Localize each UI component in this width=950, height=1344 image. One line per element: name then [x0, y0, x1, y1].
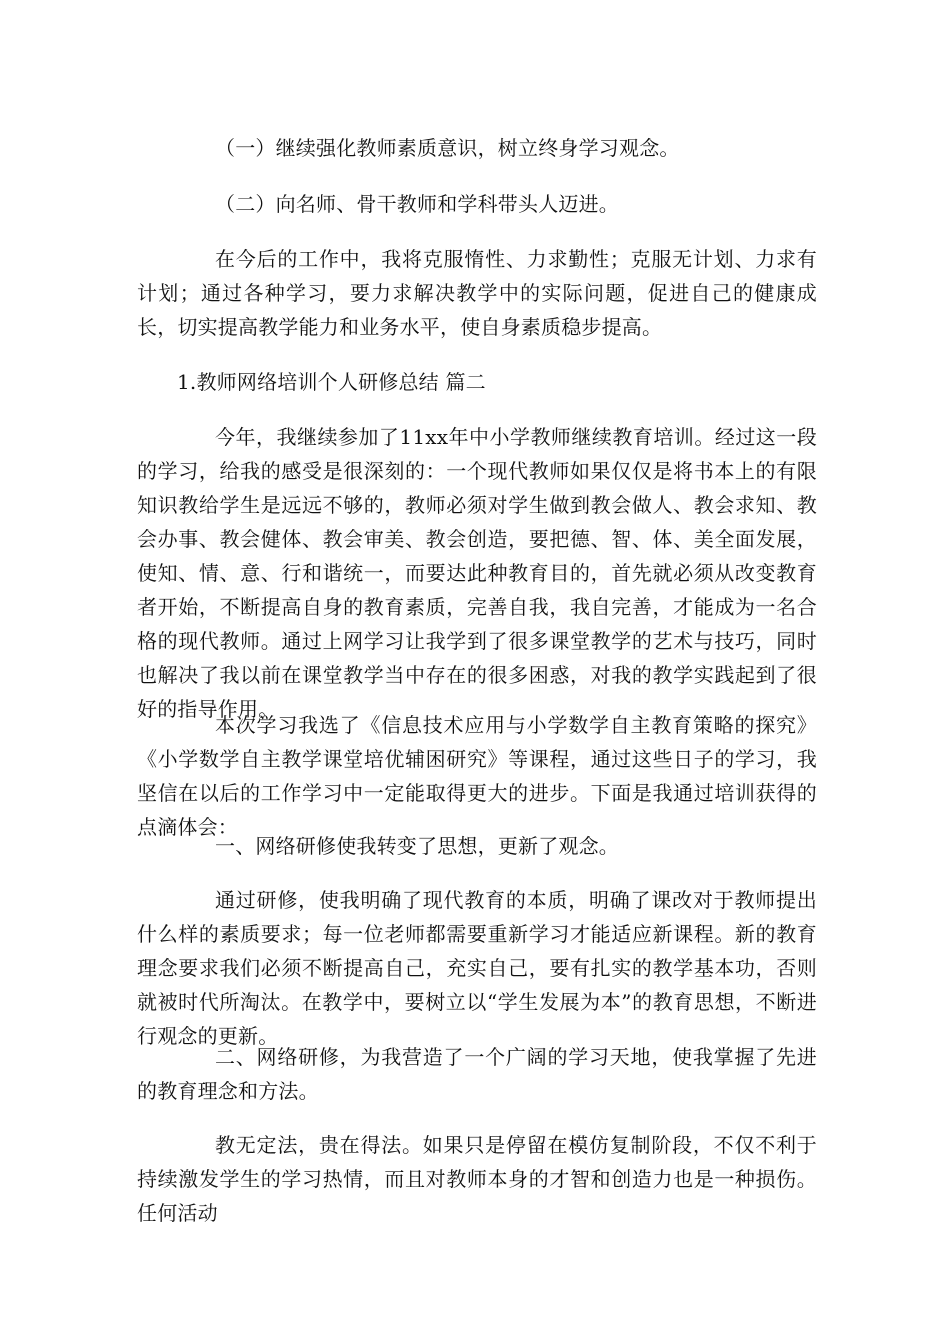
subheading-two: 二、网络研修，为我营造了一个广阔的学习天地，使我掌握了先进的教育理念和方法。	[137, 1045, 817, 1103]
paragraph-item-1: （一）继续强化教师素质意识，树立终身学习观念。	[215, 136, 680, 160]
paragraph-courses: 本次学习我选了《信息技术应用与小学数学自主教育策略的探究》《小学数学自主教学课堂培优辅困研究》等课程，通过这些日子的学习，我坚信在以后的工作学习中一定能取得更大的进步。下面是我通过培训获得的点滴体会：	[137, 713, 817, 839]
paragraph-training-intro: 今年，我继续参加了11xx年中小学教师继续教育培训。经过这一段的学习，给我的感受是很深刻的：一个现代教师如果仅仅是将书本上的有限知识教给学生是远远不够的，教师必须对学生做到教会做人、教会求知、教会办事、教会健体、教会审美、教会创造，要把德、智、体、美全面发展，使知、情、意、行和谐统一，而要达此种教育目的，首先就必须从改变教育者开始，不断提高自身的教育素质，完善自我，我自完善，才能成为一名合格的现代教师。通过上网学习让我学到了很多课堂教学的艺术与技巧，同时也解决了我以前在课堂教学当中存在的很多困惑，对我的教学实践起到了很好的指导作用。	[137, 425, 817, 721]
section-heading: 1.教师网络培训个人研修总结 篇二	[177, 370, 486, 394]
paragraph-teaching-method: 教无定法，贵在得法。如果只是停留在模仿复制阶段，不仅不利于持续激发学生的学习热情，而且对教师本身的才智和创造力也是一种损伤。任何活动	[137, 1133, 817, 1225]
subheading-one: 一、网络研修使我转变了思想，更新了观念。	[215, 834, 619, 858]
paragraph-work-plan: 在今后的工作中，我将克服惰性、力求勤性；克服无计划、力求有计划；通过各种学习，要力求解决教学中的实际问题，促进自己的健康成长，切实提高教学能力和业务水平，使自身素质稳步提高。	[137, 247, 817, 339]
paragraph-research-effect: 通过研修，使我明确了现代教育的本质，明确了课改对于教师提出什么样的素质要求；每一位老师都需要重新学习才能适应新课程。新的教育理念要求我们必须不断提高自己，充实自己，要有扎实的教学基本功，否则就被时代所淘汰。在教学中，要树立以“学生发展为本”的教育思想，不断进行观念的更新。	[137, 888, 817, 1048]
paragraph-item-2: （二）向名师、骨干教师和学科带头人迈进。	[215, 192, 619, 216]
